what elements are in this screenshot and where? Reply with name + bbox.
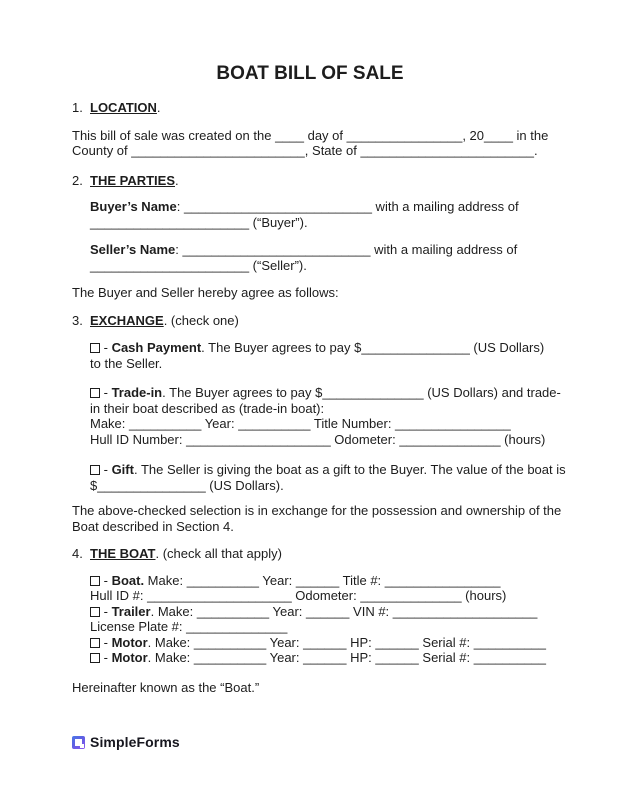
text: Odometer:: [291, 588, 361, 603]
trailer-vin-blank[interactable]: ____________________: [392, 603, 538, 619]
text: . Make:: [147, 634, 194, 650]
boat-odometer-blank[interactable]: ______________: [360, 588, 462, 603]
text: (US Dollars) and trade-: [423, 385, 561, 400]
section-number: 4.: [72, 546, 83, 561]
text: Title #:: [339, 572, 385, 588]
buyer-address-blank[interactable]: ______________________: [90, 214, 250, 230]
gift-checkbox[interactable]: [90, 465, 100, 475]
boat-checkbox[interactable]: [90, 576, 100, 586]
boat-hull-id-blank[interactable]: ____________________: [147, 588, 292, 603]
seller-block: [90, 242, 548, 273]
cash-amount-blank[interactable]: _______________: [361, 340, 470, 355]
trade-title-number-blank[interactable]: ________________: [395, 416, 511, 431]
simpleforms-brand: SimpleForms: [90, 734, 180, 750]
boat-make-blank[interactable]: __________: [186, 572, 259, 588]
cash-payment-checkbox[interactable]: [90, 343, 100, 353]
text: Odometer:: [330, 431, 400, 447]
trailer-item-line-1: [90, 604, 548, 620]
text: Year:: [269, 603, 307, 619]
text: (US Dollars): [469, 340, 545, 355]
motor1-serial-blank[interactable]: __________: [473, 634, 547, 650]
boat-items-block: [90, 573, 548, 666]
motor2-make-blank[interactable]: __________: [193, 650, 267, 665]
county-blank[interactable]: ________________________: [131, 143, 305, 158]
text: . The Buyer agrees to pay $: [162, 385, 323, 400]
text: Year:: [266, 634, 304, 650]
section-boat-heading: [72, 546, 548, 562]
boat-label: Boat.: [111, 572, 145, 588]
trailer-license-plate-blank[interactable]: ______________: [186, 619, 288, 634]
check-one-note: (check one): [170, 312, 239, 328]
closing-line-2: Boat described in Section 4.: [72, 518, 234, 534]
trade-in-line-make-year-title: [90, 416, 548, 432]
gift-value-blank[interactable]: _______________: [97, 477, 206, 493]
text: This bill of sale was created on the: [72, 127, 276, 143]
footer: [72, 735, 548, 751]
text: with a mailing address of: [370, 242, 518, 257]
seller-line-1: [90, 242, 548, 258]
text: (“Seller”).: [249, 257, 307, 273]
seller-name-label: Seller’s Name: [90, 242, 176, 257]
motor1-make-blank[interactable]: __________: [193, 634, 267, 650]
trade-in-block: [90, 385, 561, 447]
seller-line-2: [90, 258, 548, 274]
motor1-label: Motor: [111, 634, 148, 650]
text: Title Number:: [310, 416, 396, 431]
trade-in-label: Trade-in: [111, 385, 163, 400]
cash-payment-block: [90, 340, 548, 371]
buyer-name-blank[interactable]: __________________________: [183, 199, 372, 214]
text: . Make:: [147, 650, 194, 665]
location-paragraph: [72, 128, 548, 159]
trailer-year-blank[interactable]: ______: [306, 603, 350, 619]
buyer-block: [90, 199, 548, 230]
text: (US Dollars).: [205, 477, 284, 493]
text: (hours): [500, 431, 546, 447]
motor2-item-line: [90, 650, 548, 666]
section-title-location: LOCATION: [90, 100, 157, 115]
text: , 20: [462, 127, 484, 143]
gift-label: Gift: [111, 462, 134, 477]
text: Year:: [266, 650, 304, 665]
state-blank[interactable]: ________________________: [360, 143, 534, 158]
trade-year-blank[interactable]: __________: [238, 416, 311, 431]
check-all-note: (check all that apply): [162, 546, 282, 561]
trade-in-line-2: in their boat described as (trade-in boat):: [90, 400, 325, 416]
text: -: [100, 572, 112, 588]
text: HP:: [346, 650, 376, 665]
month-blank[interactable]: ________________: [346, 127, 463, 143]
text: Year:: [259, 572, 296, 588]
text: License Plate #:: [90, 619, 187, 634]
boat-title-blank[interactable]: ________________: [384, 572, 501, 588]
buyer-line-1: [90, 199, 548, 215]
text: Make:: [90, 416, 130, 431]
gift-block: [90, 462, 566, 493]
text: , State of: [304, 143, 361, 158]
location-line-1: [72, 128, 548, 144]
buyer-line-2: [90, 215, 548, 231]
text: HP:: [346, 634, 376, 650]
trade-amount-blank[interactable]: ______________: [322, 385, 424, 400]
text: Serial #:: [418, 650, 474, 665]
section-number: 2.: [72, 172, 83, 188]
text: County of: [72, 143, 132, 158]
gift-line-2: [90, 478, 548, 494]
day-blank[interactable]: ____: [275, 127, 304, 143]
boat-item-line-1: [90, 573, 548, 589]
text: .: [533, 143, 538, 158]
section-title-boat: THE BOAT: [90, 546, 156, 561]
text: . Make:: [150, 603, 197, 619]
text: -: [100, 462, 112, 477]
motor1-hp-blank[interactable]: ______: [375, 634, 419, 650]
text: -: [100, 650, 112, 665]
trade-hull-id-blank[interactable]: ____________________: [186, 431, 331, 447]
agreement-intro: The Buyer and Seller hereby agree as follows:: [72, 285, 339, 300]
text: VIN #:: [349, 603, 393, 619]
year-blank[interactable]: ____: [484, 127, 513, 143]
section-parties-heading: [72, 173, 548, 189]
motor2-hp-blank[interactable]: ______: [375, 650, 419, 665]
section-number: 1.: [72, 100, 83, 115]
buyer-name-label: Buyer’s Name: [90, 199, 177, 214]
text: (hours): [461, 588, 507, 603]
page-title: BOAT BILL OF SALE: [216, 63, 404, 84]
seller-address-blank[interactable]: ______________________: [90, 257, 250, 273]
hereinafter-note: Hereinafter known as the “Boat.”: [72, 679, 260, 695]
trailer-label: Trailer: [111, 603, 151, 619]
text: -: [100, 340, 112, 355]
trade-make-blank[interactable]: __________: [129, 416, 202, 431]
text: -: [100, 634, 112, 650]
text: Hull ID #:: [90, 588, 148, 603]
text: Serial #:: [418, 634, 474, 650]
text: with a mailing address of: [371, 199, 519, 214]
trailer-item-line-2: [90, 619, 548, 635]
exchange-closing-paragraph: [72, 503, 562, 534]
motor2-year-blank[interactable]: ______: [303, 650, 347, 665]
text: :: [176, 199, 184, 214]
text: Year:: [201, 416, 239, 431]
trailer-checkbox[interactable]: [90, 607, 100, 617]
section-title-parties: THE PARTIES: [90, 172, 175, 188]
cash-payment-line-2: to the Seller.: [90, 355, 163, 371]
section-title-exchange: EXCHANGE: [90, 312, 164, 328]
boat-year-blank[interactable]: ______: [295, 572, 340, 588]
text: :: [175, 242, 183, 257]
text: .: [155, 546, 163, 561]
motor2-checkbox[interactable]: [90, 653, 100, 663]
text: Hull ID Number:: [90, 431, 187, 447]
cash-payment-label: Cash Payment: [111, 340, 202, 355]
seller-name-blank[interactable]: __________________________: [182, 242, 371, 257]
boat-item-line-2: [90, 588, 548, 604]
motor1-year-blank[interactable]: ______: [303, 634, 347, 650]
text: Make:: [144, 572, 187, 588]
trade-in-checkbox[interactable]: [90, 388, 100, 398]
text: $: [90, 477, 98, 493]
trailer-make-blank[interactable]: __________: [196, 603, 270, 619]
text: .: [163, 312, 171, 328]
text: .: [156, 100, 161, 115]
section-number: 3.: [72, 312, 83, 328]
closing-line-1: The above-checked selection is in exchange for the possession and ownership of the: [72, 503, 562, 518]
gift-line-1: [90, 462, 566, 478]
simpleforms-logo-icon: [72, 736, 85, 749]
trade-odometer-blank[interactable]: ______________: [399, 431, 501, 447]
text: day of: [303, 127, 347, 143]
text: . The Buyer agrees to pay $: [201, 340, 362, 355]
motor1-item-line: [90, 635, 548, 651]
location-line-2: [72, 143, 548, 159]
text: . The Seller is giving the boat as a gift to the Buyer. The value of the boat is: [133, 462, 566, 477]
trade-in-line-1: [90, 385, 561, 401]
motor1-checkbox[interactable]: [90, 638, 100, 648]
section-location-heading: [72, 100, 548, 116]
text: (“Buyer”).: [249, 214, 308, 230]
motor2-serial-blank[interactable]: __________: [473, 650, 547, 665]
section-exchange-heading: [72, 313, 548, 329]
text: in the: [512, 127, 549, 143]
trade-in-line-hull-odometer: [90, 432, 548, 448]
text: -: [100, 385, 112, 400]
text: .: [175, 172, 179, 188]
motor2-label: Motor: [111, 650, 148, 665]
text: -: [100, 603, 112, 619]
cash-payment-line-1: [90, 340, 548, 356]
